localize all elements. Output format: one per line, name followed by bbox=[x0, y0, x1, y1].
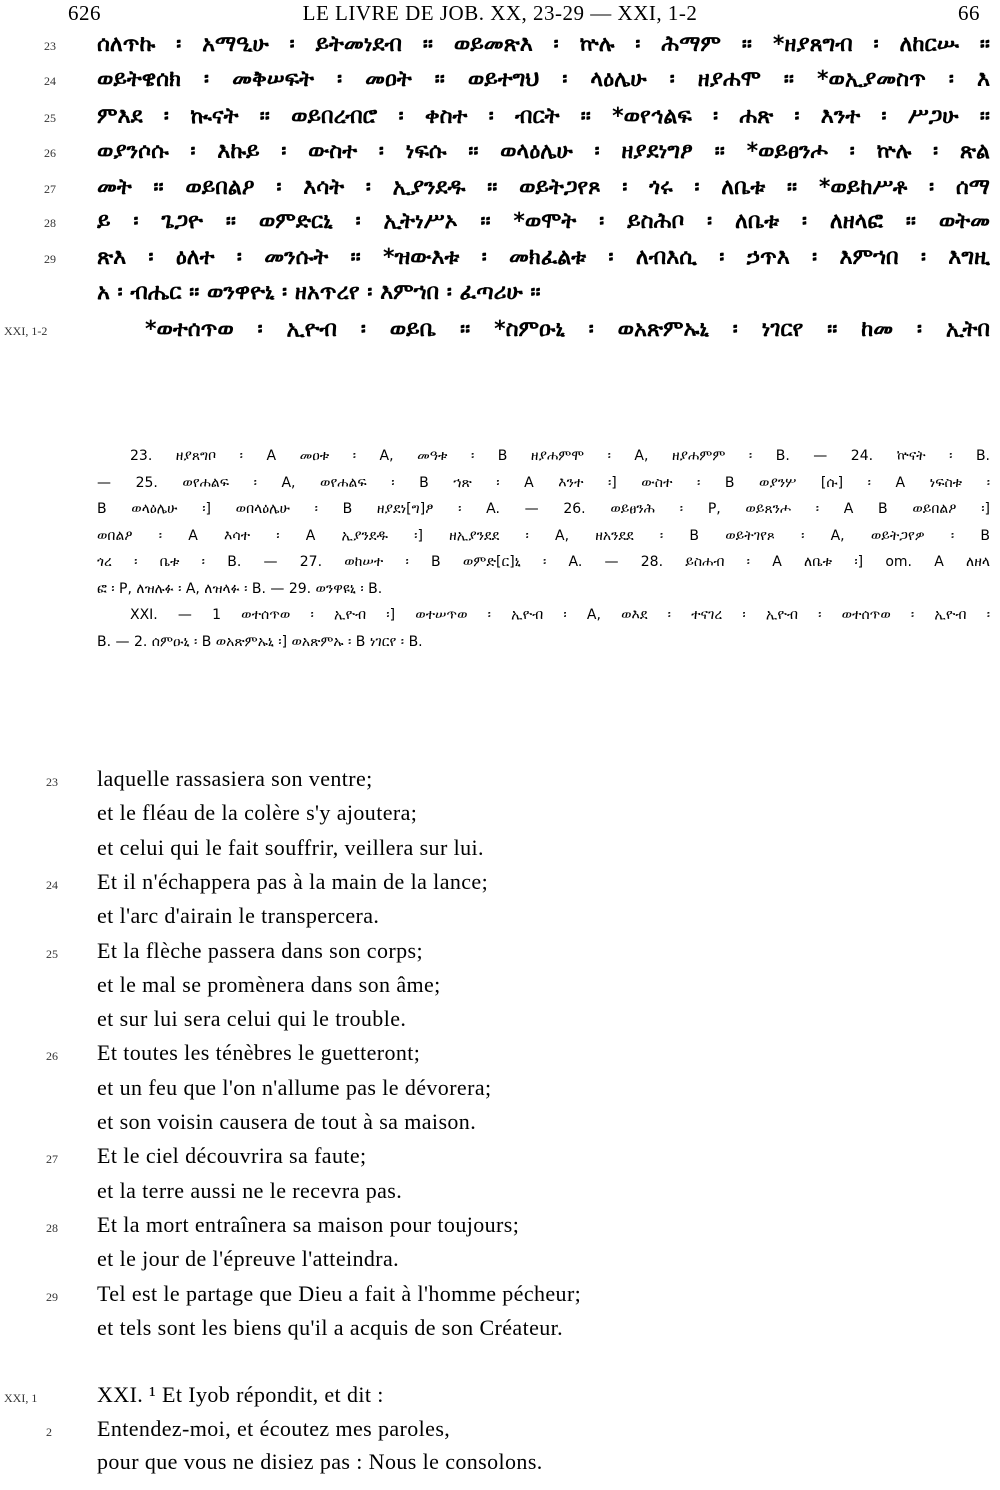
verse-number: 28 bbox=[46, 1220, 58, 1235]
translation-line: et tels sont les biens qu'il a acquis de son Créateur. bbox=[97, 1314, 564, 1340]
translation-line: et la terre aussi ne le recevra pas. bbox=[97, 1177, 403, 1203]
translation-line: et un feu que l'on n'allume pas le dévorera; bbox=[97, 1074, 492, 1100]
verse-number: 23 bbox=[44, 39, 56, 53]
verse-number: 26 bbox=[44, 146, 56, 160]
footnote-line: 23. ዘያጸግቦ ፡ A መዐቱ ፡ A, መዓቱ ፡ B ዘያሐምሞ ፡ A, ዘያሐምም ፡ B. — 24. ኵናት ፡ B. bbox=[130, 448, 990, 464]
translation-line: et le fléau de la colère s'y ajoutera; bbox=[97, 800, 418, 826]
ethiopic-line: ወያንሶሱ ፡ እኩይ ፡ ውስተ ፡ ነፍሱ ። ወላዕሌሁ ፡ ዘያደነግፆ ። *ወይፀንሖ ፡ ኵሉ ፡ ጽል bbox=[97, 139, 990, 164]
translation-line: et l'arc d'airain le transpercera. bbox=[97, 903, 380, 929]
ethiopic-line: *ወተሰጥወ ፡ ኢዮብ ፡ ወይቤ ። *ስምዑኒ ፡ ወአጽምኡኒ ፡ ነገርየ ። ከመ ፡ ኢትበ bbox=[145, 317, 990, 342]
translation-line: laquelle rassasiera son ventre; bbox=[97, 766, 373, 791]
translation-line: pour que vous ne disiez pas : Nous le consolons. bbox=[97, 1449, 543, 1474]
ethiopic-line: መት ። ወይበልዖ ፡ እሳት ፡ ኢያንደዱ ። ወይትጋየጾ ፡ ጎሩ ፡ ለቤቱ ። *ወይከሥቶ ፡ ሰማ bbox=[97, 175, 990, 200]
translation-line: et le jour de l'épreuve l'atteindra. bbox=[97, 1246, 400, 1272]
translation-line: Et la flèche passera dans son corps; bbox=[97, 937, 423, 963]
footnote-line: ፎ ፡ P, ለዝሉፉ ፡ A, ለዝላፉ ፡ B. — 29. ወንዋዩኒ ፡ B. bbox=[97, 580, 383, 597]
verse-number: 25 bbox=[44, 111, 56, 125]
verse-number: XXI, 1 bbox=[4, 1391, 38, 1405]
verse-number: 28 bbox=[44, 216, 56, 230]
footnote-line: ጎረ ፡ ቤቱ ፡ B. — 27. ወከሠተ ፡ B ወምድ[ር]ኒ ፡ A. — 28. ይስሐብ ፡ A ለቤቱ ፡] om. A ለዘላ bbox=[97, 554, 990, 570]
translation-line: Et la mort entraînera sa maison pour toujours; bbox=[97, 1211, 520, 1237]
ethiopic-line: ሰለጥኩ ፡ አማዒሁ ፡ ይትመነደብ ። ወይመጽእ ፡ ኵሉ ፡ ሕማም ። *ዘያጸግብ ፡ ለከርሡ ። bbox=[97, 32, 990, 57]
verse-number: XXI, 1-2 bbox=[4, 324, 48, 338]
footnote-line: B. — 2. ሰምዑኒ ፡ B ወአጽምኡኒ ፡] ወአጽምኡ ፡ B ነገርየ ፡ B. bbox=[97, 633, 423, 650]
ethiopic-line: ምእደ ፡ ኲናት ። ወይበረብሮ ፡ ቀስተ ፡ ብርት ። *ወየኅልፍ ፡ ሐጽ ፡ እንተ ፡ ሥጋሁ ። bbox=[97, 104, 990, 129]
translation-line: Tel est le partage que Dieu a fait à l'homme pécheur; bbox=[97, 1280, 582, 1306]
ethiopic-line: ጽእ ፡ ዕለተ ፡ መንሱት ። *ዝውእቱ ፡ መክፈልቱ ፡ ለብእሲ ፡ ኃጥእ ፡ እምኀበ ፡ እግዚ bbox=[97, 245, 990, 270]
translation-line: et celui qui le fait souffrir, veillera sur lui. bbox=[97, 834, 484, 860]
translation-line: Et le ciel découvrira sa faute; bbox=[97, 1143, 367, 1169]
verse-number: 2 bbox=[46, 1424, 52, 1439]
running-title: LE LIVRE DE JOB. XX, 23-29 — XXI, 1-2 bbox=[302, 1, 698, 25]
translation-line: et sur lui sera celui qui le trouble. bbox=[97, 1006, 407, 1032]
translation-line: et le mal se promènera dans son âme; bbox=[97, 971, 441, 997]
footnote-line: ወበልዖ ፡ A እሳተ ፡ A ኢያንደዱ ፡] ዘኢያንደደ ፡ A, ዘአንደደ ፡ B ወይትገየጾ ፡ A, ወይትጋየዎ ፡ B bbox=[97, 527, 990, 544]
verse-number: 24 bbox=[46, 877, 58, 892]
footnote-line: — 25. ወየሐልፍ ፡ A, ወየሐልፍ ፡ B ኀጽ ፡ A እንተ ፡] ውስተ ፡ B ወያንሦ [ሱ] ፡ A ነፍስቱ ፡ bbox=[97, 474, 990, 491]
verse-number: 29 bbox=[44, 252, 56, 266]
page-number-left: 626 bbox=[68, 1, 101, 25]
ethiopic-line: አ ፡ ብሔር ። ወንዋዮኒ ፡ ዘአጥረየ ፡ እምኀበ ፡ ፈጣሪሁ ። bbox=[97, 280, 541, 305]
page-number-right: 66 bbox=[958, 1, 980, 25]
verse-number: 24 bbox=[44, 74, 56, 88]
translation-line: et son voisin causera de tout à sa maison. bbox=[97, 1109, 477, 1134]
verse-number: 26 bbox=[46, 1049, 58, 1064]
translation-line: Et il n'échappera pas à la main de la lance; bbox=[97, 868, 489, 894]
verse-number: 27 bbox=[46, 1152, 58, 1167]
verse-number: 25 bbox=[46, 946, 58, 961]
verse-number: 29 bbox=[46, 1289, 58, 1304]
verse-number: 27 bbox=[44, 182, 56, 196]
footnote-line: XXI. — 1 ወተሰጥወ ፡ ኢዮብ ፡] ወተሠጥወ ፡ ኢዮብ ፡ A, ወእደ ፡ ተናገረ ፡ ኢዮብ ፡ ወተሰጥወ ፡ ኢዮብ ፡ bbox=[130, 607, 990, 623]
ethiopic-line: ይ ፡ ጌጋዮ ። ወምድርኒ ፡ ኢትነሥኦ ። *ወሞት ፡ ይስሕቦ ፡ ለቤቱ ፡ ለዘላፎ ። ወትመ bbox=[97, 209, 990, 234]
translation-line: XXI. ¹ Et Iyob répondit, et dit : bbox=[97, 1382, 384, 1407]
translation-line: Entendez-moi, et écoutez mes paroles, bbox=[97, 1415, 451, 1441]
verse-number: 23 bbox=[46, 775, 58, 789]
translation-line: Et toutes les ténèbres le guetteront; bbox=[97, 1040, 421, 1066]
footnote-line: B ወላዕሌሁ ፡] ወበላዕሌሁ ፡ B ዘያደነ[ግ]ፆ ፡ A. — 26. ወይፀንሕ ፡ P, ወይጸንሖ ፡ A B ወይበልዖ ፡] bbox=[97, 501, 990, 517]
ethiopic-line: ወይትዌሰክ ፡ መቅሠፍት ፡ መዐት ። ወይተግህ ፡ ላዕሌሁ ፡ ዘያሐሞ ። *ወኢያመስጥ ፡ እ bbox=[97, 67, 990, 92]
